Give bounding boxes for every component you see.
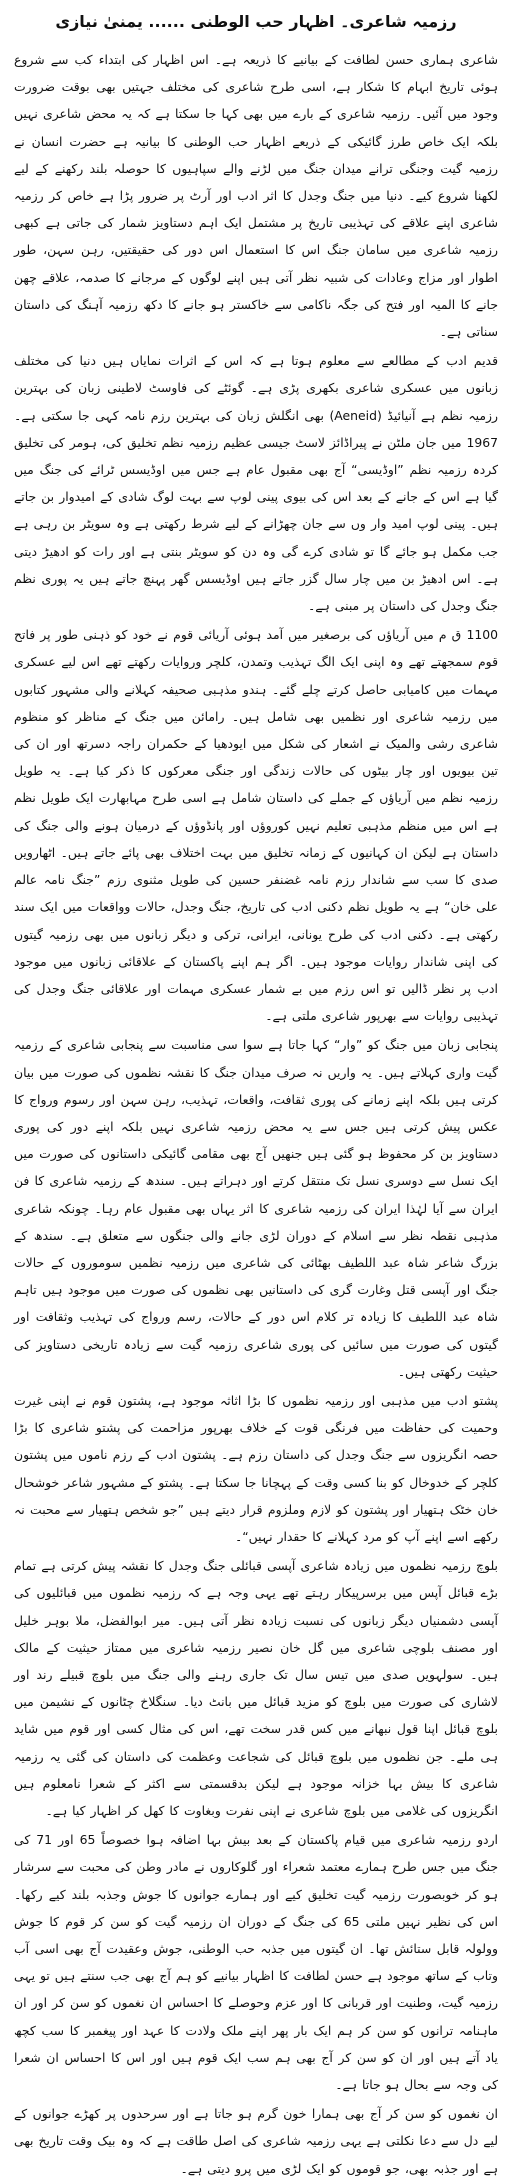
article-paragraph-1: شاعری ہماری حسن لطافت کے بیانیے کا ذریعہ ہے۔ اس اظہار کی ابتداء کب سے شروع ہوئی تاریخ ابہام کا شکار ہے، اسی طرح شاعری کی مختلف جہتیں بھی بوقت ضرورت وجود میں آئیں۔ رزمیہ شاعری کے بارے میں بھی کہا جا سکتا ہے کہ یہ محض شاعری نہیں بلکہ ایک خاص طرز گائیکی کے ذریعے اظہار حب الوطنی کا بیانیہ ہے حضرت انسان نے رزمیہ گیت وجنگی ترانے میدان جنگ میں لڑنے والے سپاہیوں کا حوصلہ بلند رکھنے کے لیے لکھنا شروع کیے۔ دنیا میں جنگ وجدل کا اثر ادب اور آرٹ پر ضرور پڑا ہے خاص کر رزمیہ شاعری اپنے علاقے کی تہذیبی تاریخ پر مشتمل ایک اہم دستاویز شمار کی جاتی ہے کبھی رزمیہ شاعری میں سامان جنگ اس کا استعمال اس دور کی حقیقتیں، رہن سہن، طور اطوار اور مزاج وعادات کی شبیہ نظر آتی ہیں اپنے لوگوں کے مرجانے کا صدمہ، علاقے چھن جانے کا المیہ اور فتح کی جگہ ناکامی سے خاکستر ہو جانے کا دکھ رزمیہ آہنگ کی داستان سناتی ہے۔ — [14, 52, 498, 340]
article-paragraph-8: ان نغموں کو سن کر آج بھی ہمارا خون گرم ہو جاتا ہے اور سرحدوں پر کھڑے جوانوں کے لیے دل سے دعا نکلتی ہے یہی رزمیہ شاعری کی اصل طاقت ہے کہ وہ بیک وقت تاریخ بھی ہے اور جذبہ بھی، جو قوموں کو ایک لڑی میں پرو دیتی ہے۔ — [14, 2106, 498, 2176]
article-paragraph-4: پنجابی زبان میں جنگ کو ”وار“ کہا جاتا ہے سوا سی مناسبت سے پنجابی شاعری کے رزمیہ گیت واری کہلاتے ہیں۔ یہ واریں نہ صرف میدان جنگ کا نقشہ نظموں کی صورت میں بیان کرتی ہیں بلکہ اپنے زمانے کی پوری ثقافت، واقعات، تہذیب، رہن سہن اور رسوم ورواج کا عکس پیش کرتی ہیں جس سے یہ محض رزمیہ شاعری نہیں بلکہ اپنے دور کی پوری دستاویز بن کر محفوظ ہو گئی ہیں جنھیں آج بھی مقامی گائیکی داستانوں کی صورت میں ایک نسل سے دوسری نسل تک منتقل کرتے اور دہراتے ہیں۔ سندھ کے رزمیہ شاعری کا فن ایران سے آیا لہٰذا ایران کی رزمیہ شاعری کا اثر یہاں بھی مقبول عام رہا۔ چونکہ شاعری مذہبی نقطہ نظر سے اسلام کے دوران لڑی جانے والی جنگوں سے متعلق ہے۔ سندھ کے بزرگ شاعر شاہ عبد اللطیف بھٹائی کی شاعری میں رزمیہ نظمیں سوموروں کے حالات جنگ اور آپسی قتل وغارت گری کی داستانیں بھی نظموں کی صورت میں موجود ہیں تاہم شاہ عبد اللطیف کا زیادہ تر کلام اس دور کے حالات، رسم ورواج کی تہذیب وثقافت اور گیتوں کی صورت میں سائیں کی پوری شاعری رزمیہ گیت سے زیادہ تاریخی دستاویز کی حیثیت رکھتی ہیں۔ — [14, 1037, 498, 1379]
article-paragraph-3: 1100 ق م میں آریاؤں کی برصغیر میں آمد ہوئی آریائی قوم نے خود کو ذہنی طور پر فاتح قوم سمجھتے تھے وہ اپنی ایک الگ تہذیب وتمدن، کلچر وروایات رکھتے تھے اس لیے عسکری مہمات میں کامیابی حاصل کرتے چلے گئے۔ ہندو مذہبی صحیفہ کہلانے والی مشہور کتابوں میں رزمیہ شاعری اور نظمیں بھی شامل ہیں۔ رامائن میں جنگ کے مناظر کو منظوم شاعری رشی والمیک نے اشعار کی شکل میں ایودھیا کے حکمران راجہ دسرتھ اور ان کی تین بیویوں اور چار بیٹوں کی حالات زندگی اور جنگی معرکوں کا ذکر کیا ہے۔ یہ طویل رزمیہ نظم میں آریاؤں کے جملے کی داستان شامل ہے اسی طرح مہابھارت ایک طویل نظم ہے اس میں منظم مذہبی تعلیم نہیں کوروؤں اور پانڈوؤں کے درمیان ہونے والی جنگ کی داستان ہے لیکن ان کہانیوں کے زمانہ تخلیق میں بہت اختلاف بھی پائے جاتے ہیں۔ اٹھارویں صدی کا سب سے شاندار رزم نامہ غضنفر حسین کی طویل مثنوی رزم ”جنگ نامہ عالم علی خان“ ہے یہ طویل نظم دکنی ادب کی تاریخ، جنگ وجدل، حالات وواقعات میں ایک سند رکھتی ہے۔ دکنی ادب کی طرح یونانی، ایرانی، ترکی و دیگر زبانوں میں بھی رزمیہ گیتوں کی اپنی شاندار روایات موجود ہیں۔ اگر ہم اپنے پاکستان کے علاقائی زبانوں میں موجود ادب پر نظر ڈالیں تو اس رزم میں بے شمار عسکری مہمات اور علاقائی جنگ وجدل کی تہذیبی روایات سے بھرپور شاعری ملتی ہے۔ — [14, 627, 498, 1024]
article-paragraph-5: پشتو ادب میں مذہبی اور رزمیہ نظموں کا بڑا اثاثہ موجود ہے، پشتون قوم نے اپنی غیرت وحمیت کی حفاظت میں فرنگی قوت کے خلاف بھرپور مزاحمت کی پشتو شاعری کا بڑا حصہ انگریزوں سے جنگ وجدل کی داستان رزم ہے۔ پشتون ادب کے رزم ناموں میں پشتون کلچر کے خدوخال کو بنا کسی وقت کے پہچانا جا سکتا ہے۔ پشتو کے مشہور شاعر خوشحال خان خٹک ہتھیار اور پشتون کو لازم وملزوم قرار دیتے ہیں ”جو شخص ہتھیار سے محبت نہ رکھے اسے اپنے آپ کو مرد کہلانے کا حقدار نہیں“۔ — [14, 1392, 498, 1544]
article-paragraph-6: بلوچ رزمیہ نظموں میں زیادہ شاعری آپسی قبائلی جنگ وجدل کا نقشہ پیش کرتی ہے تمام بڑے قبائل آپس میں برسرپیکار رہتے تھے یہی وجہ ہے کہ رزمیہ نظموں میں قبائلیوں کی آپسی دشمنیاں دیگر زبانوں کی نسبت زیادہ نظر آتی ہیں۔ میر ابوالفضل، ملا بوہر خلیل اور مصنف بلوچی شاعری میں گل خان نصیر رزمیہ شاعری میں ممتاز حیثیت کے مالک ہیں۔ سولہویں صدی میں تیس سال تک جاری رہنے والی جنگ میں بلوچ قبیلے رند اور لاشاری کی صورت میں بلوچ کو مزید قبائل میں بانٹ دیا۔ سنگلاخ چٹانوں کے نشیمن میں بلوچ قبائل اپنا قول نبھانے میں کس قدر سخت تھے، اس کی مثال کسی اور قوم میں شاید ہی ملے۔ جن نظموں میں بلوچ قبائل کی شجاعت وعظمت کی داستان کی گئی یہ رزمیہ شاعری کا بیش بہا خزانہ موجود ہے لیکن بدقسمتی سے اکثر کے شعرا نامعلوم ہیں انگریزوں کی غلامی میں بلوچ شاعری نے اپنی نفرت وبغاوت کا کھل کر اظہار کیا ہے۔ — [14, 1558, 499, 1818]
article-title: رزمیہ شاعری۔ اظہار حب الوطنی ...... یمنیٰ نیازی — [55, 12, 457, 31]
article-paragraph-2: قدیم ادب کے مطالعے سے معلوم ہوتا ہے کہ اس کے اثرات نمایاں ہیں دنیا کی مختلف زبانوں میں عسکری شاعری بکھری پڑی ہے۔ گوئٹے کی فاوسٹ لاطینی زبان کی بہترین رزمیہ نظم ہے آنیائیڈ (Aeneid) بھی انگلش زبان کی بہترین رزم نامہ کہی جا سکتی ہے۔ 1967 میں جان ملٹن نے پیراڈائز لاسٹ جیسی عظیم رزمیہ نظم تخلیق کی، ہومر کی تخلیق کردہ رزمیہ نظم ”اوڈیسی“ آج بھی مقبول عام ہے جس میں اوڈیسس ٹرائے کی جنگ میں گیا ہے اس کے جانے کے بعد اس کی بیوی پینی لوپ سے بہت لوگ شادی کے امیدوار بن جاتے ہیں۔ پینی لوپ امید وار وں سے جان چھڑانے کے لیے شرط رکھتی ہے وہ سویٹر بن رہی ہے جب مکمل ہو جائے گا تو شادی کرے گی وہ دن کو سویٹر بنتی ہے اور رات کو ادھیڑ دیتی ہے۔ اس ادھیڑ بن میں چار سال گزر جاتے ہیں اوڈیسس گھر پہنچ جاتے ہیں یہ پوری نظم جنگ وجدل کی داستان پر مبنی ہے۔ — [14, 353, 499, 614]
article-paragraph-7: اردو رزمیہ شاعری میں قیام پاکستان کے بعد بیش بہا اضافہ ہوا خصوصاً 65 اور 71 کی جنگ میں جس طرح ہمارے معتمد شعراء اور گلوکاروں نے مادر وطن کی محبت سے سرشار ہو کر خوبصورت رزمیہ گیت تخلیق کیے اور ہمارے جوانوں کا جوش وجذبہ بلند کیے رکھا۔ اس کی نظیر نہیں ملتی 65 کی جنگ کے دوران ان رزمیہ گیت کو سن کر قوم کا جوش وولولہ قابل ستائش تھا۔ ان گیتوں میں جذبہ حب الوطنی، جوش وعقیدت آج بھی اسی آب وتاب کے ساتھ موجود ہے حسن لطافت کا اظہار بیانیے کو ہم آج بھی جب سنتے ہیں تو یہی رزمیہ گیت، وطنیت اور قربانی کا اور عزم وحوصلے کا احساس ان نغموں کو سن کر اور ان ماہنامہ ترانوں کو سن کر ہم ایک بار پھر اپنے ملک ولادت کا عہد اور پیغمبر کا سب کچھ یاد آتے ہیں اور ان کو سن کر آج بھی ہم سب ایک قوم ہیں اور اس کا احساس ان شعرا کی وجہ سے بحال ہو جاتا ہے۔ — [14, 1832, 498, 2093]
